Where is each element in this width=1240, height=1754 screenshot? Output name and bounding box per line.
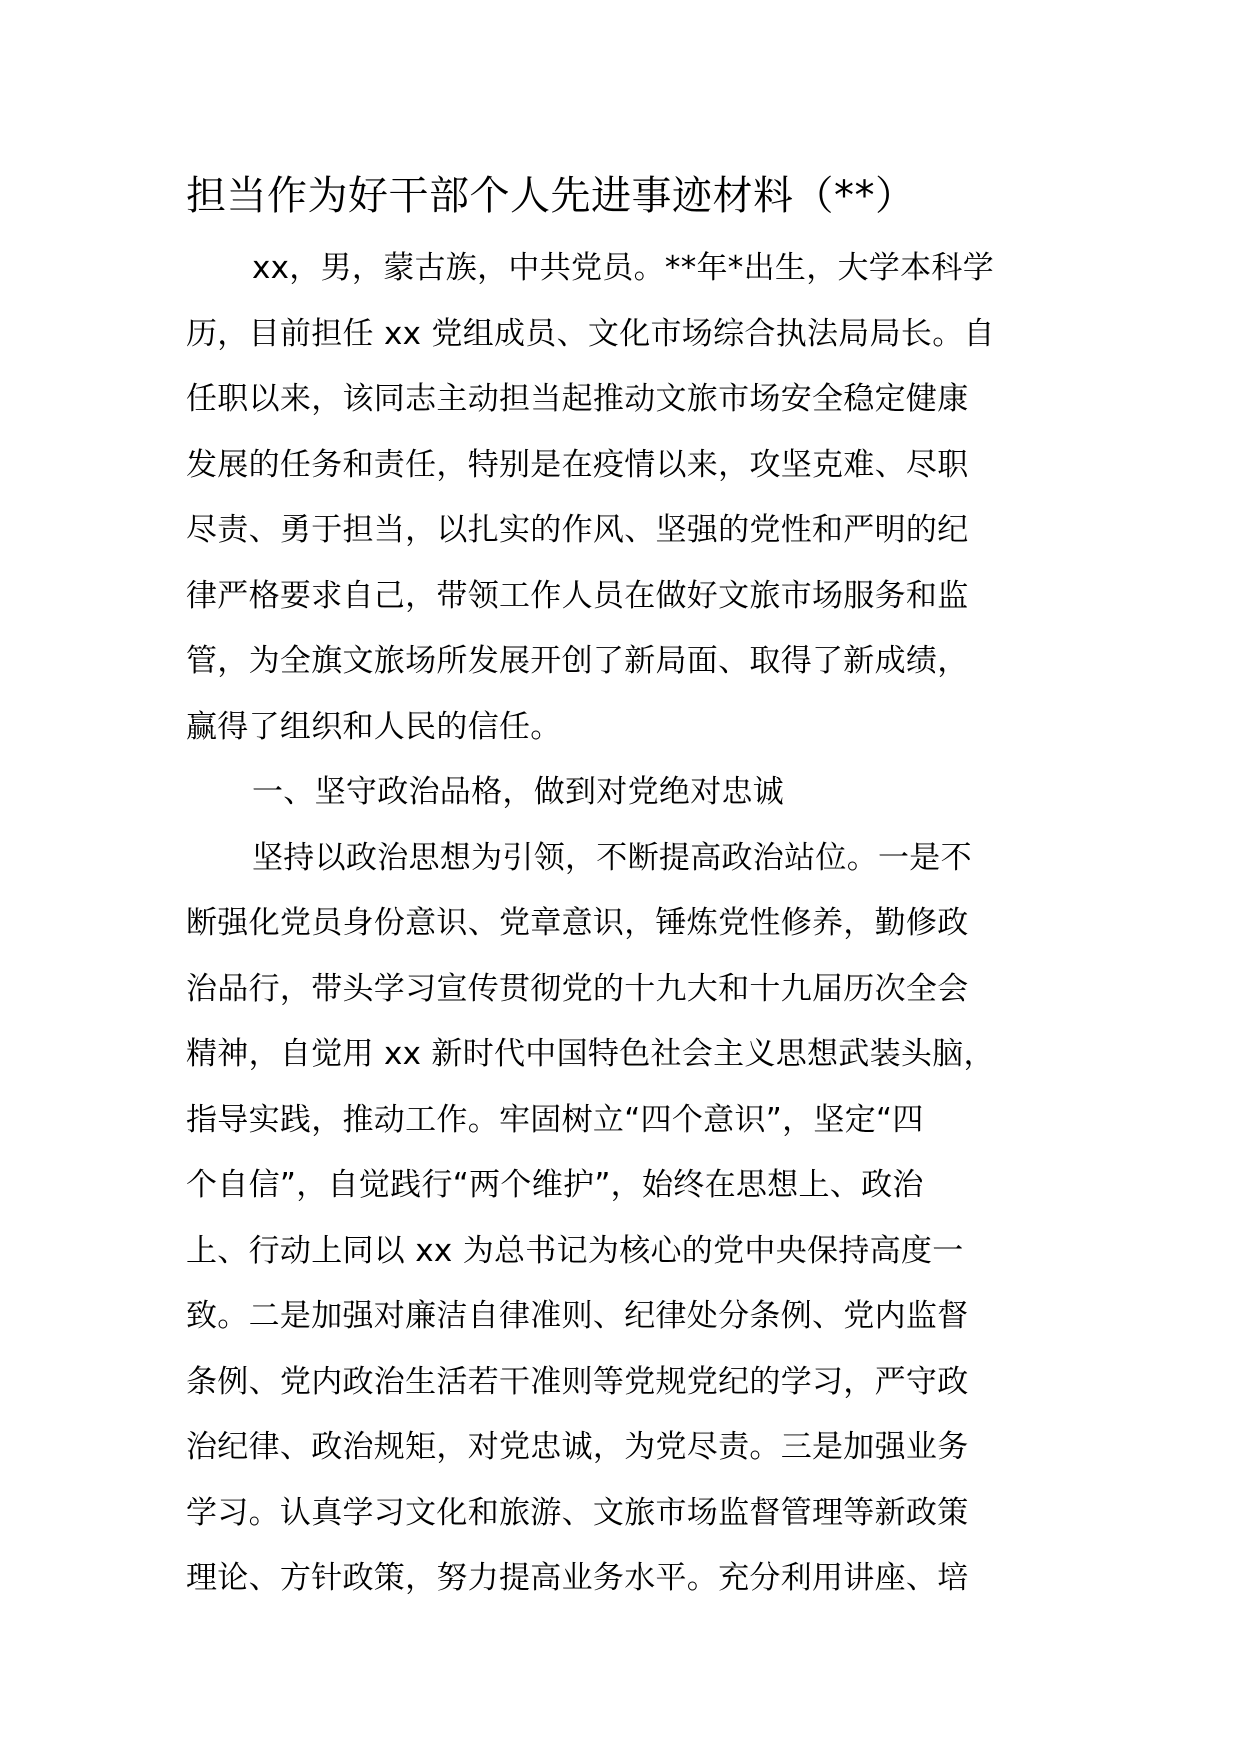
section-heading [186, 760, 1066, 826]
text-line: xx，男，蒙古族，中共党员。**年*出生，大学本科学 [252, 250, 994, 286]
text-line: 律严格要求自己，带领工作人员在做好文旅市场服务和监 [186, 577, 969, 614]
text-line: 赢得了组织和人民的信任。 [186, 708, 562, 745]
text-line: 学习。认真学习文化和旅游、文旅市场监督管理等新政策 [186, 1494, 969, 1531]
text-line: 条例、党内政治生活若干准则等党规党纪的学习，严守政 [186, 1363, 969, 1400]
text-line: 个自信”，自觉践行“两个维护”，始终在思想上、政治 [186, 1167, 924, 1203]
paragraph-political [186, 826, 1066, 1612]
text-line: 治品行，带头学习宣传贯彻党的十九大和十九届历次全会 [186, 970, 969, 1007]
text-line: 断强化党员身份意识、党章意识，锤炼党性修养，勤修政 [186, 905, 969, 941]
text-line: 上、行动上同以 xx 为总书记为核心的党中央保持高度一 [186, 1232, 964, 1269]
text-line: 历，目前担任 xx 党组成员、文化市场综合执法局局长。自 [186, 315, 995, 352]
text-line: 任职以来，该同志主动担当起推动文旅市场安全稳定健康 [186, 381, 969, 417]
document-body [186, 236, 1066, 1612]
text-line: 致。二是加强对廉洁自律准则、纪律处分条例、党内监督 [186, 1298, 969, 1334]
text-line: 治纪律、政治规矩，对党忠诚，为党尽责。三是加强业务 [186, 1429, 969, 1465]
text-line: 发展的任务和责任，特别是在疫情以来，攻坚克难、尽职 [186, 446, 969, 483]
text-line: 精神，自觉用 xx 新时代中国特色社会主义思想武装头脑， [186, 1036, 995, 1072]
text-line: 指导实践，推动工作。牢固树立“四个意识”，坚定“四 [186, 1101, 924, 1138]
section-heading-text: 一、坚守政治品格，做到对党绝对忠诚 [252, 774, 785, 810]
text-line: 尽责、勇于担当，以扎实的作风、坚强的党性和严明的纪 [186, 512, 969, 548]
document-title: 担当作为好干部个人先进事迹材料（**） [186, 173, 916, 219]
text-line: 坚持以政治思想为引领，不断提高政治站位。一是不 [252, 839, 972, 876]
text-line: 管，为全旗文旅场所发展开创了新局面、取得了新成绩， [186, 643, 969, 679]
paragraph-intro [186, 236, 1066, 760]
text-line: 理论、方针政策，努力提高业务水平。充分利用讲座、培 [186, 1560, 969, 1596]
